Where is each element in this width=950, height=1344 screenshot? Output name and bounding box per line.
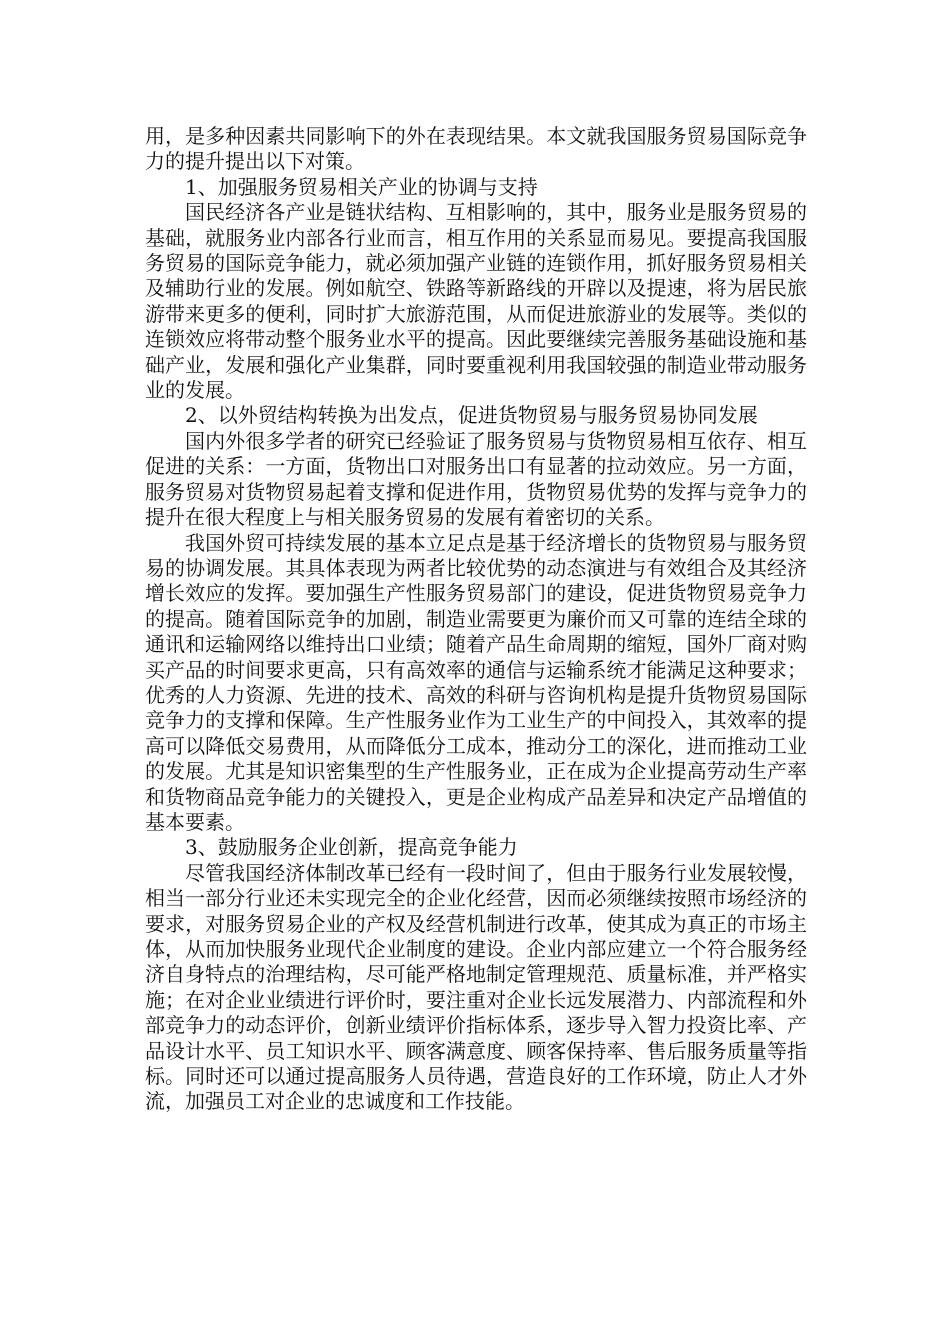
paragraph: 尽管我国经济体制改革已经有一段时间了，但由于服务行业发展较慢，相当一部分行业还未实现完全的企业化经营，因而必须继续按照市场经济的要求，对服务贸易企业的产权及经营机制进行改革，使其成为真正的市场主体，从而加快服务业现代企业制度的建设。企业内部应建立一个符合服务经济自身特点的治理结构，尽可能严格地制定管理规范、质量标准，并严格实施；在对企业业绩进行评价时，要注重对企业长远发展潜力、内部流程和外部竞争力的动态评价，创新业绩评价指标体系，逐步导入智力投资比率、产品设计水平、员工知识水平、顾客满意度、顾客保持率、售后服务质量等指标。同时还可以通过提高服务人员待遇，营造良好的工作环境，防止人才外流，加强员工对企业的忠诚度和工作技能。 xyxy=(145,860,807,1114)
paragraph: 我国外贸可持续发展的基本立足点是基于经济增长的货物贸易与服务贸易的协调发展。其具体表现为两者比较优势的动态演进与有效组合及其经济增长效应的发挥。要加强生产性服务贸易部门的建设，促进货物贸易竞争力的提高。随着国际竞争的加剧，制造业需要更为廉价而又可靠的连结全球的通讯和运输网络以维持出口业绩；随着产品生命周期的缩短，国外厂商对购买产品的时间要求更高，只有高效率的通信与运输系统才能满足这种要求；优秀的人力资源、先进的技术、高效的科研与咨询机构是提升货物贸易国际竞争力的支撑和保障。生产性服务业作为工业生产的中间投入，其效率的提高可以降低交易费用，从而降低分工成本，推动分工的深化，进而推动工业的发展。尤其是知识密集型的生产性服务业，正在成为企业提高劳动生产率和货物商品竞争能力的关键投入，更是企业构成产品差异和决定产品增值的基本要素。 xyxy=(145,530,807,834)
section-heading-3: 3、鼓励服务企业创新，提高竞争能力 xyxy=(185,835,518,860)
section-heading-1: 1、加强服务贸易相关产业的协调与支持 xyxy=(185,174,538,199)
section-heading-2: 2、以外贸结构转换为出发点，促进货物贸易与服务贸易协同发展 xyxy=(185,403,758,428)
document-body xyxy=(145,124,807,1115)
paragraph-continuation: 用，是多种因素共同影响下的外在表现结果。本文就我国服务贸易国际竞争力的提升提出以下对策。 xyxy=(145,124,807,174)
paragraph: 国内外很多学者的研究已经验证了服务贸易与货物贸易相互依存、相互促进的关系：一方面，货物出口对服务出口有显著的拉动效应。另一方面，服务贸易对货物贸易起着支撑和促进作用，货物贸易优势的发挥与竞争力的提升在很大程度上与相关服务贸易的发展有着密切的关系。 xyxy=(145,428,807,530)
paragraph: 国民经济各产业是链状结构、互相影响的，其中，服务业是服务贸易的基础，就服务业内部各行业而言，相互作用的关系显而易见。要提高我国服务贸易的国际竞争能力，就必须加强产业链的连锁作用，抓好服务贸易相关及辅助行业的发展。例如航空、铁路等新路线的开辟以及提速，将为居民旅游带来更多的便利，同时扩大旅游范围，从而促进旅游业的发展等。类似的连锁效应将带动整个服务业水平的提高。因此要继续完善服务基础设施和基础产业，发展和强化产业集群，同时要重视利用我国较强的制造业带动服务业的发展。 xyxy=(145,200,807,403)
